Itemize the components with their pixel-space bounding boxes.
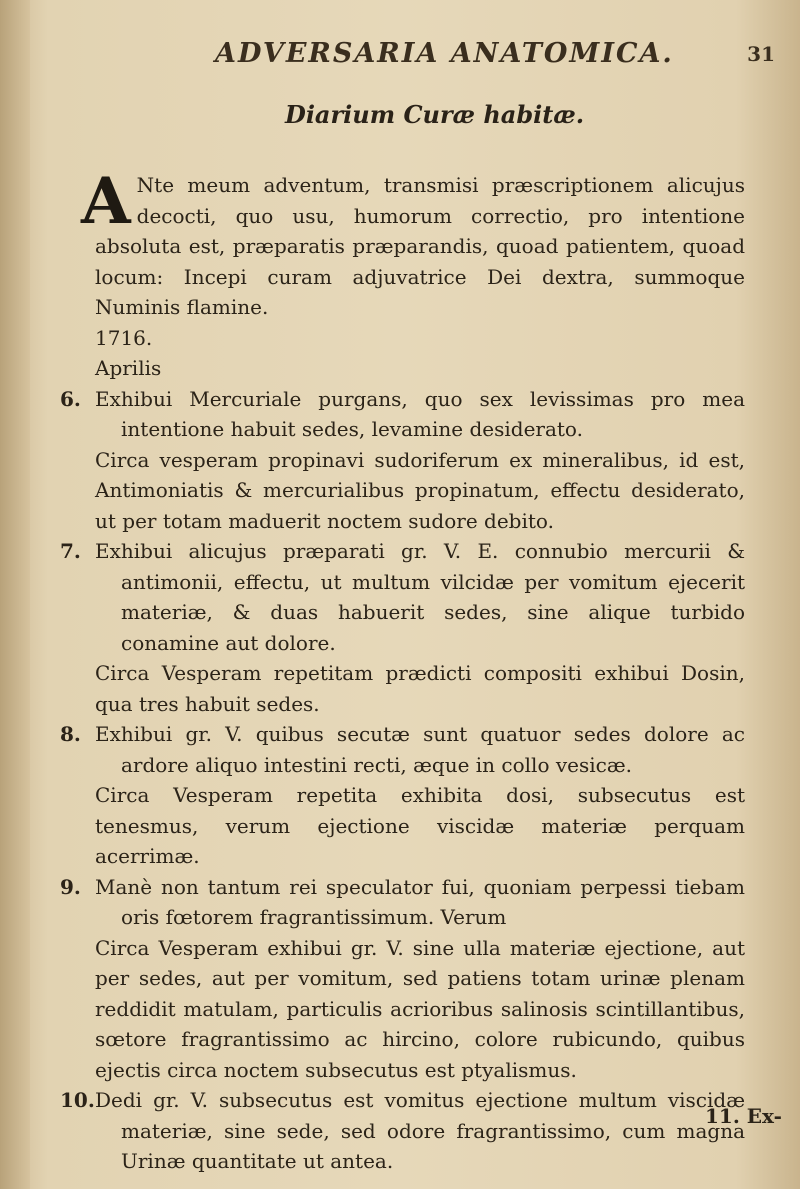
text-entry	[95, 658, 745, 719]
entry-text	[95, 323, 745, 354]
entry-number: 7.	[60, 539, 81, 563]
text-entry	[95, 353, 745, 384]
entry-body: Manè non tantum rei speculator fui, quoniam perpessi tiebam oris fœtorem fragrantissimum. Verum	[95, 874, 745, 929]
catchword: 11. Ex-	[705, 1104, 782, 1128]
entry-number: 6.	[60, 386, 81, 411]
entry-body: Circa Vesperam exhibui gr. V. sine ulla materiæ ejectione, aut per sedes, aut per vomitum, sed patiens totam urinæ plenam reddidit matulam, particulis acrioribus salinosis scintillantibus, sœtore fragrantissimo ac hircino, colore rubicundo, quibus ejectis circa noctem subsecutus est ptyalismus.	[95, 935, 745, 1082]
text-entry	[60, 536, 745, 658]
text-entry	[81, 164, 745, 323]
entry-text	[95, 872, 745, 933]
entry-number: 8.	[60, 722, 81, 746]
text-entry	[95, 323, 745, 354]
text-entry	[60, 872, 745, 933]
text-entry	[60, 719, 745, 780]
text-entry	[95, 933, 745, 1086]
body-text	[60, 150, 745, 1177]
entry-number: 9.	[60, 874, 81, 899]
page-gutter	[0, 0, 30, 1189]
entry-text	[95, 933, 745, 1086]
entry-text	[95, 658, 745, 719]
page-header	[215, 38, 775, 78]
entry-text	[81, 164, 745, 323]
entry-body: Exhibui Mercuriale purgans, quo sex levissimas pro mea intentione habuit sedes, levamine desiderato.	[95, 386, 745, 441]
entry-text	[95, 445, 745, 537]
entry-text	[95, 1085, 745, 1177]
running-head: ADVERSARIA ANATOMICA.	[215, 38, 674, 69]
entry-text	[95, 536, 745, 658]
entry-body: Circa Vesperam repetita exhibita dosi, subsecutus est tenesmus, verum ejectione viscidæ materiæ perquam acerrimæ.	[95, 783, 745, 868]
text-entry	[60, 384, 745, 445]
entry-body: Circa Vesperam repetitam prædicti compositi exhibui Dosin, qua tres habuit sedes.	[95, 661, 745, 716]
entry-text	[95, 780, 745, 872]
entry-body: Dedi gr. V. subsecutus est vomitus ejectione multum viscidæ materiæ, sine sede, sed odore fragrantissimo, cum magna Urinæ quantitate ut antea.	[95, 1088, 745, 1173]
text-entry	[95, 445, 745, 537]
text-entry	[60, 1085, 745, 1177]
entry-body: Aprilis	[95, 356, 162, 380]
entry-body: Exhibui alicujus præparati gr. V. E. connubio mercurii & antimonii, effectu, ut multum vilcidæ per vomitum ejecerit materiæ, & duas habuerit sedes, sine alique turbido conamine aut dolore.	[95, 539, 745, 655]
entry-number: 10.	[60, 1088, 95, 1112]
entry-text	[95, 384, 745, 445]
entry-body: 1716.	[95, 325, 153, 350]
entry-body: Nte meum adventum, transmisi præscriptionem alicujus decocti, quo usu, humorum correctio, pro intentione absoluta est, præparatis præparandis, quoad patientem, quoad locum: Incepi curam adjuvatrice Dei dextra, summoque Numinis flamine.	[95, 173, 745, 319]
text-entry	[95, 780, 745, 872]
entry-body: Circa vesperam propinavi sudoriferum ex mineralibus, id est, Antimoniatis & mercurialibus propinatum, effectu desiderato, ut per totam maduerit noctem sudore debito.	[95, 447, 745, 533]
entry-text	[95, 719, 745, 780]
section-title: Diarium Curæ habitæ.	[285, 100, 585, 129]
entry-body: Exhibui gr. V. quibus secutæ sunt quatuor sedes dolore ac ardore aliquo intestini recti, æque in collo vesicæ.	[95, 722, 745, 777]
entry-text	[95, 353, 745, 384]
drop-cap: A	[81, 164, 131, 239]
page-number: 31	[747, 42, 775, 66]
